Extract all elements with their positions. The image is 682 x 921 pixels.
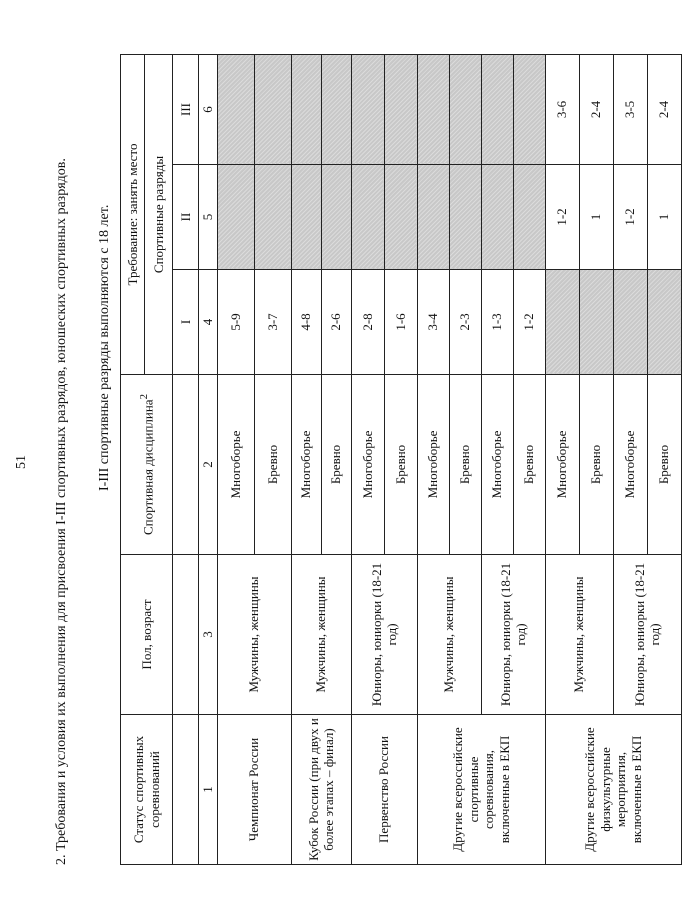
header-spacer — [173, 715, 199, 865]
discipline-cell: Многоборье — [481, 375, 513, 555]
rank1-cell: 1-2 — [513, 270, 545, 375]
shaded-cell — [217, 55, 254, 165]
shaded-cell — [321, 55, 351, 165]
discipline-cell: Многоборье — [351, 375, 384, 555]
gender-cell: Мужчины, женщины — [217, 555, 291, 715]
shaded-cell — [351, 165, 384, 270]
rank2-cell: 1-2 — [613, 165, 647, 270]
rank3-cell: 2-4 — [579, 55, 613, 165]
shaded-cell — [321, 165, 351, 270]
table-row — [417, 55, 449, 865]
shaded-cell — [481, 165, 513, 270]
shaded-cell — [613, 270, 647, 375]
header-spacer — [173, 555, 199, 715]
table-row — [545, 55, 579, 865]
rank2-cell: 1 — [647, 165, 681, 270]
header-discipline-text: Спортивная дисциплина — [139, 399, 155, 535]
discipline-cell: Бревно — [579, 375, 613, 555]
discipline-cell: Бревно — [384, 375, 417, 555]
shaded-cell — [254, 165, 291, 270]
shaded-cell — [291, 165, 321, 270]
rank1-cell: 4-8 — [291, 270, 321, 375]
shaded-cell — [291, 55, 321, 165]
status-cell: Другие всероссийские физкультурные мероприятия, включенные в ЕКП — [545, 715, 681, 865]
shaded-cell — [449, 55, 481, 165]
shaded-cell — [351, 55, 384, 165]
discipline-cell: Бревно — [449, 375, 481, 555]
rank1-cell: 3-4 — [417, 270, 449, 375]
shaded-cell — [545, 270, 579, 375]
rank1-cell: 1-6 — [384, 270, 417, 375]
discipline-cell: Бревно — [513, 375, 545, 555]
section-subheading: I-III спортивные разряды выполняются с 18 лет. — [97, 204, 112, 491]
section-heading: 2. Требования и условия их выполнения для присвоения I-III спортивных разрядов, юношеских спортивных разрядов. — [54, 158, 69, 865]
discipline-cell: Бревно — [254, 375, 291, 555]
shaded-cell — [513, 165, 545, 270]
gender-cell: Мужчины, женщины — [417, 555, 481, 715]
status-cell: Кубок России (при двух и более этапах – финал) — [291, 715, 351, 865]
rank2-cell: 1-2 — [545, 165, 579, 270]
header-requirement: Требование: занять место — [121, 55, 145, 375]
gender-cell: Юниоры, юниорки (18-21 год) — [351, 555, 417, 715]
status-cell: Другие всероссийские спортивные соревнования, включенные в ЕКП — [417, 715, 545, 865]
shaded-cell — [217, 165, 254, 270]
rank1-cell: 5-9 — [217, 270, 254, 375]
shaded-cell — [647, 270, 681, 375]
discipline-cell: Бревно — [321, 375, 351, 555]
column-number: 1 — [199, 715, 218, 865]
header-spacer — [173, 375, 199, 555]
status-cell: Первенство России — [351, 715, 417, 865]
discipline-cell: Многоборье — [545, 375, 579, 555]
rank1-cell: 3-7 — [254, 270, 291, 375]
column-number: 5 — [199, 165, 218, 270]
page-number: 51 — [14, 455, 29, 469]
header-rank-2: II — [173, 165, 199, 270]
shaded-cell — [384, 165, 417, 270]
shaded-cell — [417, 165, 449, 270]
gender-cell: Мужчины, женщины — [291, 555, 351, 715]
rank2-cell: 1 — [579, 165, 613, 270]
requirements-table — [120, 54, 682, 865]
shaded-cell — [254, 55, 291, 165]
discipline-cell: Многоборье — [291, 375, 321, 555]
discipline-cell: Многоборье — [613, 375, 647, 555]
header-rank-3: III — [173, 55, 199, 165]
discipline-cell: Многоборье — [417, 375, 449, 555]
column-number-row — [199, 55, 218, 865]
header-discipline — [121, 375, 173, 555]
table-row — [291, 55, 321, 865]
column-number: 2 — [199, 375, 218, 555]
column-number: 6 — [199, 55, 218, 165]
discipline-cell: Бревно — [647, 375, 681, 555]
table-row — [217, 55, 254, 865]
header-gender: Пол, возраст — [121, 555, 173, 715]
header-status: Статус спортивных соревнований — [121, 715, 173, 865]
shaded-cell — [417, 55, 449, 165]
header-ranks: Спортивные разряды — [145, 55, 173, 375]
table-row — [351, 55, 384, 865]
rank1-cell: 2-6 — [321, 270, 351, 375]
shaded-cell — [579, 270, 613, 375]
rank3-cell: 3-5 — [613, 55, 647, 165]
rank3-cell: 2-4 — [647, 55, 681, 165]
header-discipline-note: 2 — [137, 394, 150, 400]
discipline-cell: Многоборье — [217, 375, 254, 555]
header-rank-1: I — [173, 270, 199, 375]
column-number: 4 — [199, 270, 218, 375]
shaded-cell — [384, 55, 417, 165]
rank1-cell: 2-8 — [351, 270, 384, 375]
rank1-cell: 2-3 — [449, 270, 481, 375]
gender-cell: Юниоры, юниорки (18-21 год) — [481, 555, 545, 715]
rank1-cell: 1-3 — [481, 270, 513, 375]
gender-cell: Мужчины, женщины — [545, 555, 613, 715]
gender-cell: Юниоры, юниорки (18-21 год) — [613, 555, 681, 715]
status-cell: Чемпионат России — [217, 715, 291, 865]
rank3-cell: 3-6 — [545, 55, 579, 165]
shaded-cell — [481, 55, 513, 165]
shaded-cell — [513, 55, 545, 165]
column-number: 3 — [199, 555, 218, 715]
shaded-cell — [449, 165, 481, 270]
